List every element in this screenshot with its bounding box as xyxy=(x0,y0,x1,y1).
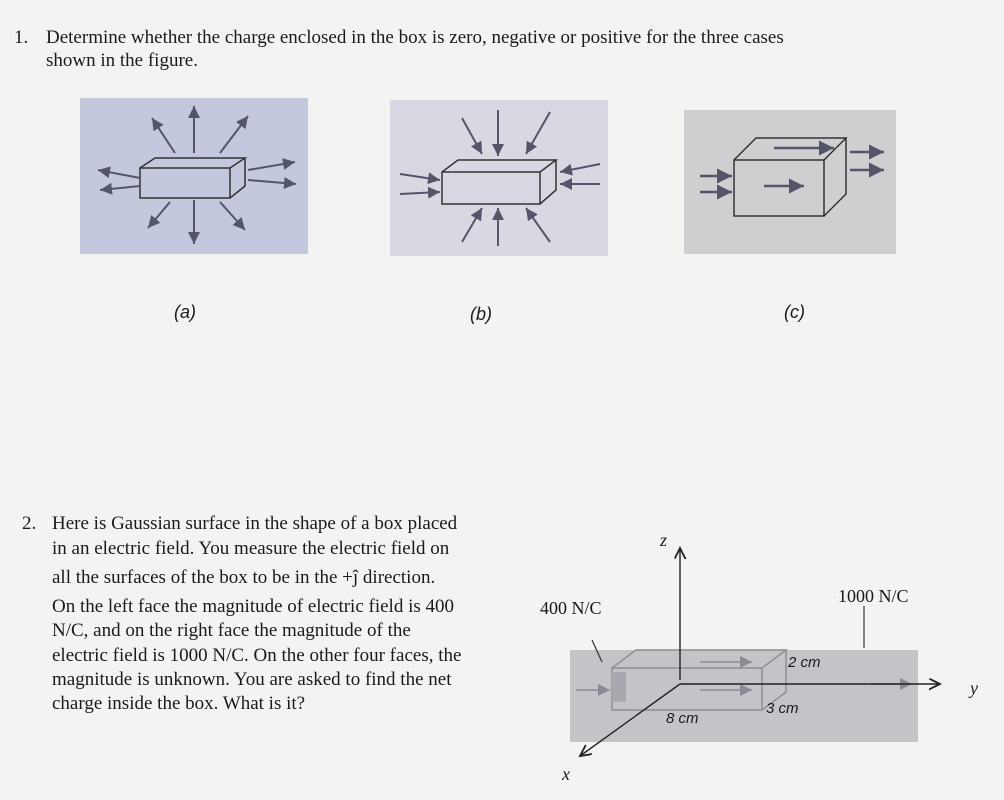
figure-2 xyxy=(520,520,990,790)
question-1-number: 1. xyxy=(14,27,29,48)
question-2-line-1: Here is Gaussian surface in the shape of a box placed xyxy=(52,513,458,534)
y-axis-label: y xyxy=(970,678,978,698)
dim-2cm-label: 2 cm xyxy=(788,654,821,671)
left-field-label: 400 N/C xyxy=(540,598,602,618)
figure-c-panel xyxy=(684,110,896,254)
box-outline xyxy=(734,138,846,216)
caption-c: (c) xyxy=(784,302,805,322)
question-2-line-8: charge inside the box. What is it? xyxy=(52,693,306,714)
question-1-line-1: Determine whether the charge enclosed in the box is zero, negative or positive for the three cases xyxy=(46,27,784,48)
inward-field-arrows xyxy=(400,110,600,246)
figure-a-diagram xyxy=(80,98,308,254)
figure-b-diagram xyxy=(390,100,608,256)
uniform-field-arrows xyxy=(700,148,884,192)
figure-c-diagram xyxy=(684,110,896,254)
right-field-label: 1000 N/C xyxy=(838,586,909,606)
gaussian-box-diagram xyxy=(520,520,990,790)
figure-a-panel xyxy=(80,98,308,254)
question-2-line-5: N/C, and on the right face the magnitude of the xyxy=(52,620,411,641)
dim-8cm-label: 8 cm xyxy=(666,710,699,727)
z-axis-label: z xyxy=(660,530,668,550)
question-2-line-3: all the surfaces of the box to be in the +ĵ direction. xyxy=(52,567,436,588)
dim-3cm-label: 3 cm xyxy=(766,700,799,717)
question-2-line-2: in an electric field. You measure the electric field on xyxy=(52,538,450,559)
question-2-number: 2. xyxy=(22,513,37,534)
caption-b: (b) xyxy=(470,304,492,324)
x-axis-label: x xyxy=(562,764,570,784)
figure-b-panel xyxy=(390,100,608,256)
question-1-line-2: shown in the figure. xyxy=(46,50,198,71)
box-outline xyxy=(140,158,245,198)
question-2-line-6: electric field is 1000 N/C. On the other four faces, the xyxy=(52,645,462,666)
question-2-line-4: On the left face the magnitude of electric field is 400 xyxy=(52,596,455,617)
box-outline xyxy=(442,160,556,204)
outward-field-arrows xyxy=(98,106,296,244)
caption-a: (a) xyxy=(174,302,196,322)
question-2-line-7: magnitude is unknown. You are asked to find the net xyxy=(52,669,452,690)
